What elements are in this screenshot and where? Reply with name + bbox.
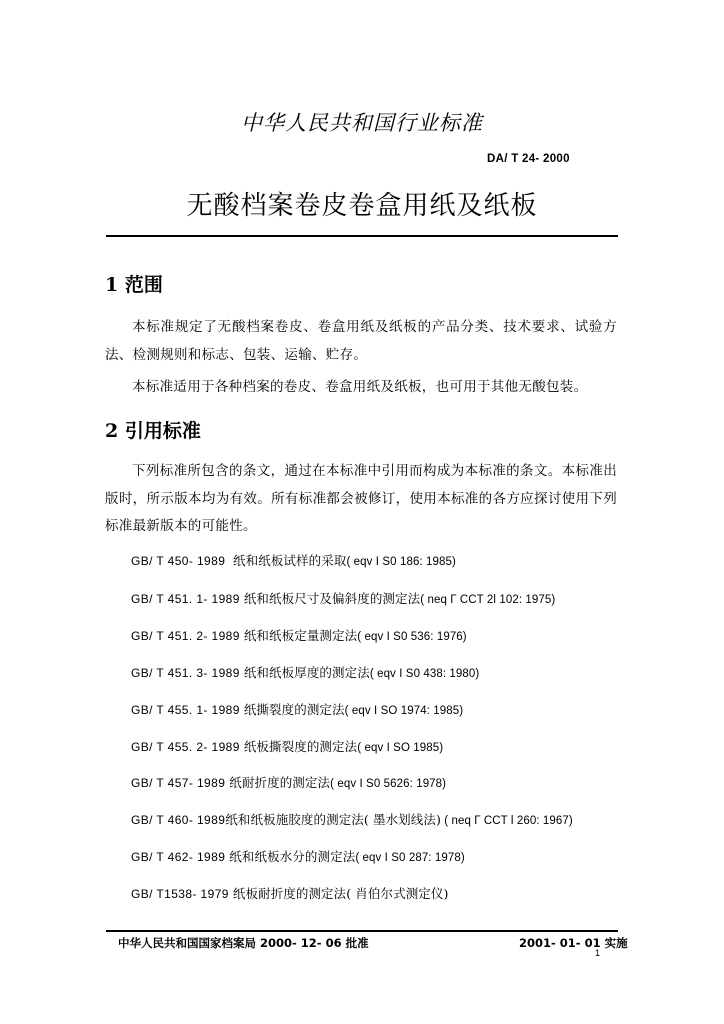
reference-name: 纸板耐折度的测定法( 肖伯尔式测定仪) — [232, 886, 449, 901]
document-title: 无酸档案卷皮卷盒用纸及纸板 — [186, 191, 538, 221]
reference-item — [131, 884, 448, 902]
reference-item — [131, 773, 446, 791]
reference-item — [131, 810, 573, 828]
reference-item — [131, 847, 465, 865]
reference-item — [131, 700, 463, 718]
reference-note: ( eqv I SO 1974: 1985) — [344, 705, 464, 717]
reference-note: ( neq Г CCT l 260: 1967) — [440, 815, 573, 827]
page-number: 1 — [595, 948, 601, 958]
reference-name: 纸板撕裂度的测定法 — [243, 739, 358, 754]
reference-name: 纸和纸板厚度的测定法 — [243, 665, 370, 680]
reference-note: ( eqv I S0 5626: 1978) — [330, 778, 447, 790]
reference-note: ( eqv I S0 186: 1985) — [346, 556, 456, 568]
reference-item — [131, 551, 456, 569]
footer-divider — [106, 930, 618, 932]
section-1-paragraph-1: 本标准规定了无酸档案卷皮、卷盒用纸及纸板的产品分类、技术要求、试验方法、检测规则和标志、包装、运输、贮存。 — [105, 319, 617, 363]
reference-code: GB/ T 451. 3- 1989 — [131, 666, 240, 680]
reference-code: GB/ T 451. 2- 1989 — [131, 629, 240, 643]
section-1-heading: 1 范围 — [105, 274, 163, 296]
issuer-title: 中华人民共和国行业标准 — [241, 111, 483, 135]
reference-item — [131, 663, 479, 681]
section-1-paragraph-2: 本标准适用于各种档案的卷皮、卷盒用纸及纸板，也可用于其他无酸包装。 — [132, 379, 588, 395]
reference-note: ( eqv I S0 287: 1978) — [355, 852, 465, 864]
reference-name: 纸和纸板水分的测定法 — [229, 849, 356, 864]
approval-note: 中华人民共和国国家档案局 2000- 12- 06 批准 — [118, 936, 369, 950]
reference-code: GB/ T 455. 2- 1989 — [131, 740, 240, 754]
section-2-heading: 2 引用标准 — [105, 420, 201, 442]
reference-name: 纸和纸板施胶度的测定法( 墨水划线法) — [225, 812, 441, 827]
section-2-paragraph: 下列标准所包含的条文，通过在本标准中引用而构成为本标准的条文。本标准出版时，所示版本均为有效。所有标准都会被修订，使用本标准的各方应探讨使用下列标准最新版本的可能性。 — [105, 463, 617, 534]
reference-code: GB/ T 451. 1- 1989 — [131, 592, 240, 606]
reference-item — [131, 589, 555, 607]
header-divider — [106, 235, 618, 237]
reference-note: ( neq Г CCT 2l 102: 1975) — [420, 594, 556, 606]
standard-code: DA/ T 24- 2000 — [487, 153, 570, 165]
reference-name: 纸和纸板试样的采取 — [233, 553, 347, 568]
reference-note: ( eqv I S0 536: 1976) — [357, 631, 467, 643]
reference-name: 纸和纸板尺寸及偏斜度的测定法 — [243, 591, 421, 606]
reference-code: GB/ T 455. 1- 1989 — [131, 703, 240, 717]
reference-item — [131, 737, 443, 755]
reference-name: 纸耐折度的测定法 — [229, 775, 331, 790]
reference-code: GB/ T1538- 1979 — [131, 887, 229, 901]
reference-name: 纸和纸板定量测定法 — [243, 628, 358, 643]
implementation-date: 2001- 01- 01 实施 — [519, 936, 628, 950]
reference-code: GB/ T 460- 1989 — [131, 813, 226, 827]
reference-code: GB/ T 457- 1989 — [131, 776, 226, 790]
reference-code: GB/ T 462- 1989 — [131, 850, 226, 864]
reference-note: ( eqv I S0 438: 1980) — [369, 668, 480, 680]
reference-name: 纸撕裂度的测定法 — [243, 702, 345, 717]
reference-code: GB/ T 450- 1989 — [131, 554, 230, 568]
reference-note: ( eqv I SO 1985) — [357, 742, 444, 754]
reference-item — [131, 626, 467, 644]
